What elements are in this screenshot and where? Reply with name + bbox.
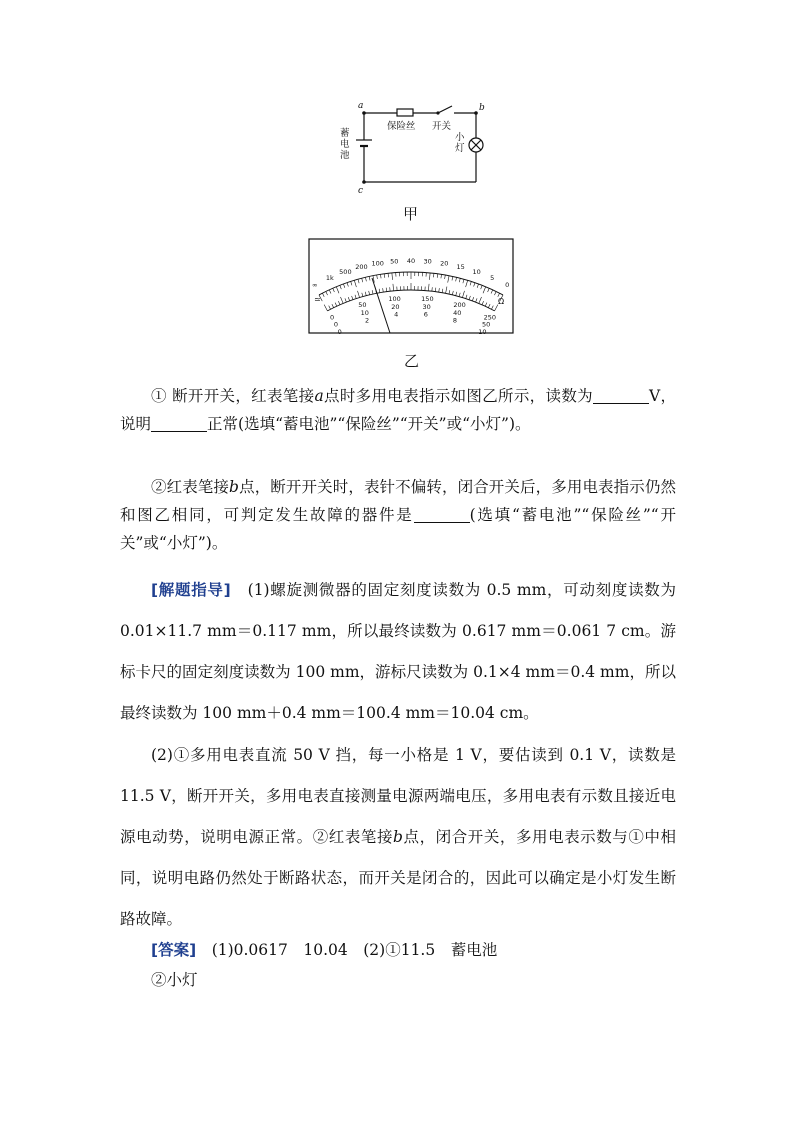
ohm-unit-label: Ω xyxy=(498,297,505,306)
ohm-scale-label: 5 xyxy=(490,273,495,282)
ohm-scale-label: 0 xyxy=(505,280,510,289)
dc-scale-label: 150 xyxy=(421,294,434,303)
mid-scale-label: 50 xyxy=(481,320,491,329)
ohm-scale-label: 50 xyxy=(390,257,399,266)
ohm-scale-label: 500 xyxy=(339,267,352,276)
var-a: a xyxy=(314,387,324,405)
ohm-scale-label: 1k xyxy=(325,273,334,282)
ohm-scale-label: 20 xyxy=(440,259,449,268)
switch-label: 开关 xyxy=(432,121,452,132)
mid-scale-label: 40 xyxy=(453,308,462,317)
low-scale-label: 2 xyxy=(364,316,370,325)
answer-blank-3[interactable] xyxy=(414,507,470,524)
dc-scale-label: 250 xyxy=(483,313,497,322)
battery-label-2: 电 xyxy=(340,139,350,150)
answer-blank-1[interactable] xyxy=(593,388,649,405)
point-c-label: c xyxy=(358,186,364,196)
answer-tag: [答案] xyxy=(151,941,197,959)
guide-paragraph-1: [解题指导] (1)螺旋测微器的固定刻度读数为 0.5 mm，可动刻度读数为 0.01×11.7 mm＝0.117 mm，所以最终读数为 0.617 mm＝0.061 7 cm。游标卡尺的固定刻度读数为 100 mm，游标尺读数为 0.1×4 mm＝0.4 mm，所以最终读数为 100 mm＋0.4 mm＝100.4 mm＝10.04 cm。 xyxy=(120,581,676,722)
question-2: ②红表笔接b点，断开开关时，表针不偏转，闭合开关后，多用电表指示仍然和图乙相同，可判定发生故障的器件是 (选填“蓄电池”“保险丝”“开关”或“小灯”)。 xyxy=(120,478,676,552)
low-scale-label: 0 xyxy=(337,327,342,334)
answer-blank-2[interactable] xyxy=(151,416,207,433)
dc-scale-label: 0 xyxy=(330,313,335,322)
point-b-label: b xyxy=(479,103,485,113)
low-scale-label: 6 xyxy=(423,310,428,319)
ohm-scale-label: 200 xyxy=(355,263,368,272)
question-1: ① 断开开关，红表笔接a点时多用电表指示如图乙所示，读数为 V，说明 正常(选填“蓄电池”“保险丝”“开关”或“小灯”)。 xyxy=(120,387,676,433)
circuit-diagram xyxy=(330,98,490,198)
ohm-scale-label: 30 xyxy=(423,257,432,266)
guide-paragraph-2: (2)①多用电表直流 50 V 挡，每一小格是 1 V，要估读到 0.1 V，读数是 11.5 V，断开开关，多用电表直接测量电源两端电压，多用电表有示数且接近电源电动势，说明电源正常。②红表笔接b点，闭合开关，多用电表示数与①中相同，说明电路仍然处于断路状态，而开关是闭合的，因此可以确定是小灯发生断路故障。 xyxy=(120,746,676,928)
ohm-scale-label: 15 xyxy=(456,263,465,272)
low-scale-label: 8 xyxy=(452,316,458,325)
answer-line-1: (1)0.0617 10.04 (2)①11.5 蓄电池 xyxy=(211,941,498,959)
mid-scale-label: 10 xyxy=(360,308,369,317)
answer-line-2: ②小灯 xyxy=(151,971,198,989)
figure-a-caption: 甲 xyxy=(403,205,419,223)
ohm-scale-label: ∞ xyxy=(312,280,318,289)
ohm-scale-label: 10 xyxy=(472,267,481,276)
dc-unit-label: ≃ xyxy=(314,295,321,304)
point-a-label: a xyxy=(358,101,364,111)
ohm-scale-label: 100 xyxy=(371,259,384,268)
lamp-label-1: 小 xyxy=(455,132,465,143)
answer xyxy=(120,936,676,964)
dc-scale-label: 50 xyxy=(358,301,367,310)
mid-scale-label: 0 xyxy=(333,320,338,329)
guide-tag: [解题指导] xyxy=(151,581,231,599)
low-scale-label: 4 xyxy=(394,310,399,319)
low-scale-label: 10 xyxy=(478,327,487,334)
var-b: b xyxy=(229,478,239,496)
mid-scale-label: 20 xyxy=(391,302,400,311)
fuse-label: 保险丝 xyxy=(387,121,416,132)
lamp-label-2: 灯 xyxy=(455,143,465,154)
battery-label-1: 蓄 xyxy=(340,128,350,139)
dc-scale-label: 200 xyxy=(453,301,466,310)
ohm-scale-label: 40 xyxy=(406,257,416,265)
multimeter-dial xyxy=(308,238,514,334)
mid-scale-label: 30 xyxy=(422,302,431,311)
battery-label-3: 池 xyxy=(340,150,350,161)
figure-b-caption: 乙 xyxy=(404,352,420,370)
dc-scale-label: 100 xyxy=(388,294,401,303)
